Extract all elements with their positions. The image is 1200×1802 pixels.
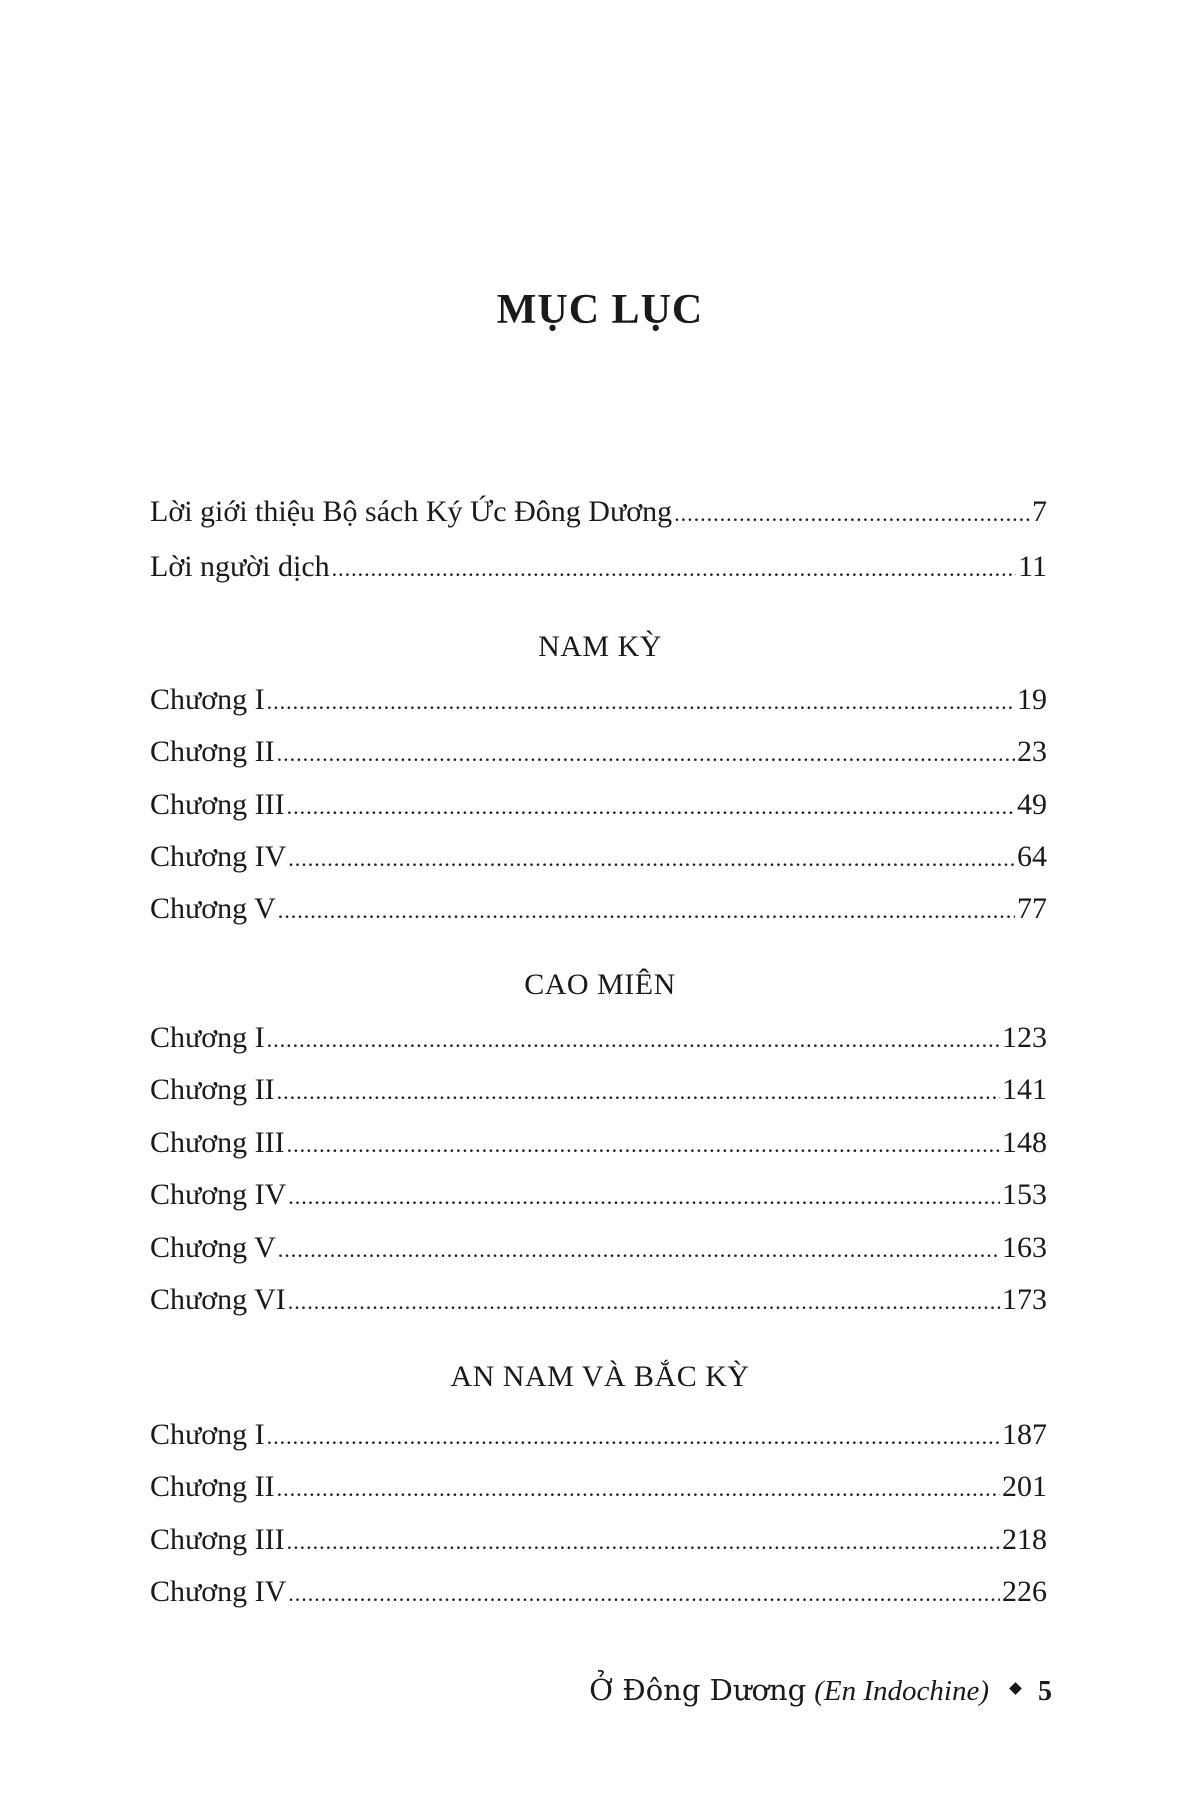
toc-entry-page: 49	[1017, 788, 1047, 821]
toc-entry-page: 148	[1002, 1126, 1047, 1159]
toc-entry-label: Chương IV	[150, 1575, 287, 1608]
toc-entry[interactable]	[150, 1278, 1047, 1322]
toc-entry[interactable]	[150, 1518, 1047, 1562]
dot-leader	[267, 680, 1015, 724]
toc-entry-page: 201	[1002, 1470, 1047, 1503]
page-footer	[589, 1668, 1052, 1714]
toc-entry[interactable]	[150, 1465, 1047, 1509]
toc-entry-label: Lời giới thiệu Bộ sách Ký Ức Đông Dương	[150, 495, 673, 528]
toc-entry[interactable]	[150, 1016, 1047, 1060]
toc-entry-label: Chương III	[150, 788, 285, 821]
toc-entry[interactable]	[150, 1121, 1047, 1165]
toc-entry-page: 11	[1018, 550, 1047, 583]
dot-leader	[277, 1467, 1000, 1511]
dot-leader	[278, 1228, 1000, 1272]
toc-entry[interactable]	[150, 1413, 1047, 1457]
dot-leader	[287, 785, 1015, 829]
toc-entry-page: 141	[1002, 1073, 1047, 1106]
toc-entry-label: Chương I	[150, 1021, 265, 1054]
page-number: 5	[1038, 1676, 1052, 1707]
toc-entry-page: 173	[1002, 1283, 1047, 1316]
dot-leader	[288, 1572, 1000, 1616]
toc-entry[interactable]	[150, 783, 1047, 827]
toc-entry[interactable]	[150, 1570, 1047, 1614]
toc-entry-page: 7	[1032, 495, 1047, 528]
toc-entry[interactable]	[150, 835, 1047, 879]
toc-entry-page: 187	[1002, 1418, 1047, 1451]
dot-leader	[287, 1123, 1000, 1167]
toc-entry-page: 23	[1017, 735, 1047, 768]
toc-entry-introduction[interactable]	[150, 490, 1047, 534]
toc-entry[interactable]	[150, 1068, 1047, 1112]
toc-entry[interactable]	[150, 887, 1047, 931]
dot-leader	[288, 1175, 1000, 1219]
toc-entry-page: 226	[1002, 1575, 1047, 1608]
toc-entry[interactable]	[150, 678, 1047, 722]
dot-leader	[288, 837, 1015, 881]
toc-entry-page: 64	[1017, 840, 1047, 873]
toc-entry-page: 218	[1002, 1523, 1047, 1556]
dot-leader	[332, 547, 1016, 591]
dot-leader	[287, 1520, 1000, 1564]
toc-entry-label: Chương II	[150, 1470, 275, 1503]
dot-leader	[267, 1018, 1000, 1062]
section-heading-nam-ky: NAM KỲ	[538, 630, 662, 663]
toc-entry[interactable]	[150, 1226, 1047, 1270]
toc-entry-label: Chương V	[150, 892, 276, 925]
toc-entry-label: Chương II	[150, 1073, 275, 1106]
toc-entry-label: Chương VI	[150, 1283, 286, 1316]
toc-entry-page: 19	[1017, 683, 1047, 716]
toc-entry-label: Chương III	[150, 1523, 285, 1556]
book-subtitle: (En Indochine)	[814, 1675, 989, 1707]
dot-leader	[674, 492, 1030, 536]
toc-entry-label: Chương IV	[150, 840, 287, 873]
toc-entry[interactable]	[150, 1173, 1047, 1217]
toc-entry-label: Chương II	[150, 735, 275, 768]
toc-entry-label: Chương IV	[150, 1178, 287, 1211]
dot-leader	[288, 1280, 1000, 1324]
dot-leader	[278, 889, 1015, 933]
toc-entry-page: 123	[1002, 1021, 1047, 1054]
toc-entry-label: Chương I	[150, 1418, 265, 1451]
section-heading-cao-mien: CAO MIÊN	[524, 968, 676, 1001]
dot-leader	[277, 732, 1015, 776]
toc-entry-page: 163	[1002, 1231, 1047, 1264]
toc-entry-label: Chương V	[150, 1231, 276, 1264]
toc-entry-label: Chương III	[150, 1126, 285, 1159]
dot-leader	[277, 1070, 1000, 1114]
toc-entry-page: 77	[1017, 892, 1047, 925]
dot-leader	[267, 1415, 1000, 1459]
toc-entry-label: Chương I	[150, 683, 265, 716]
toc-entry-label: Lời người dịch	[150, 550, 330, 583]
toc-entry-page: 153	[1002, 1178, 1047, 1211]
book-title: Ở Đông Dương	[589, 1673, 807, 1707]
toc-entry-translator-note[interactable]	[150, 545, 1047, 589]
toc-entry[interactable]	[150, 730, 1047, 774]
diamond-icon	[1009, 1682, 1022, 1695]
page-title: MỤC LỤC	[496, 287, 704, 333]
section-heading-an-nam-bac-ky: AN NAM VÀ BẮC KỲ	[450, 1360, 750, 1393]
